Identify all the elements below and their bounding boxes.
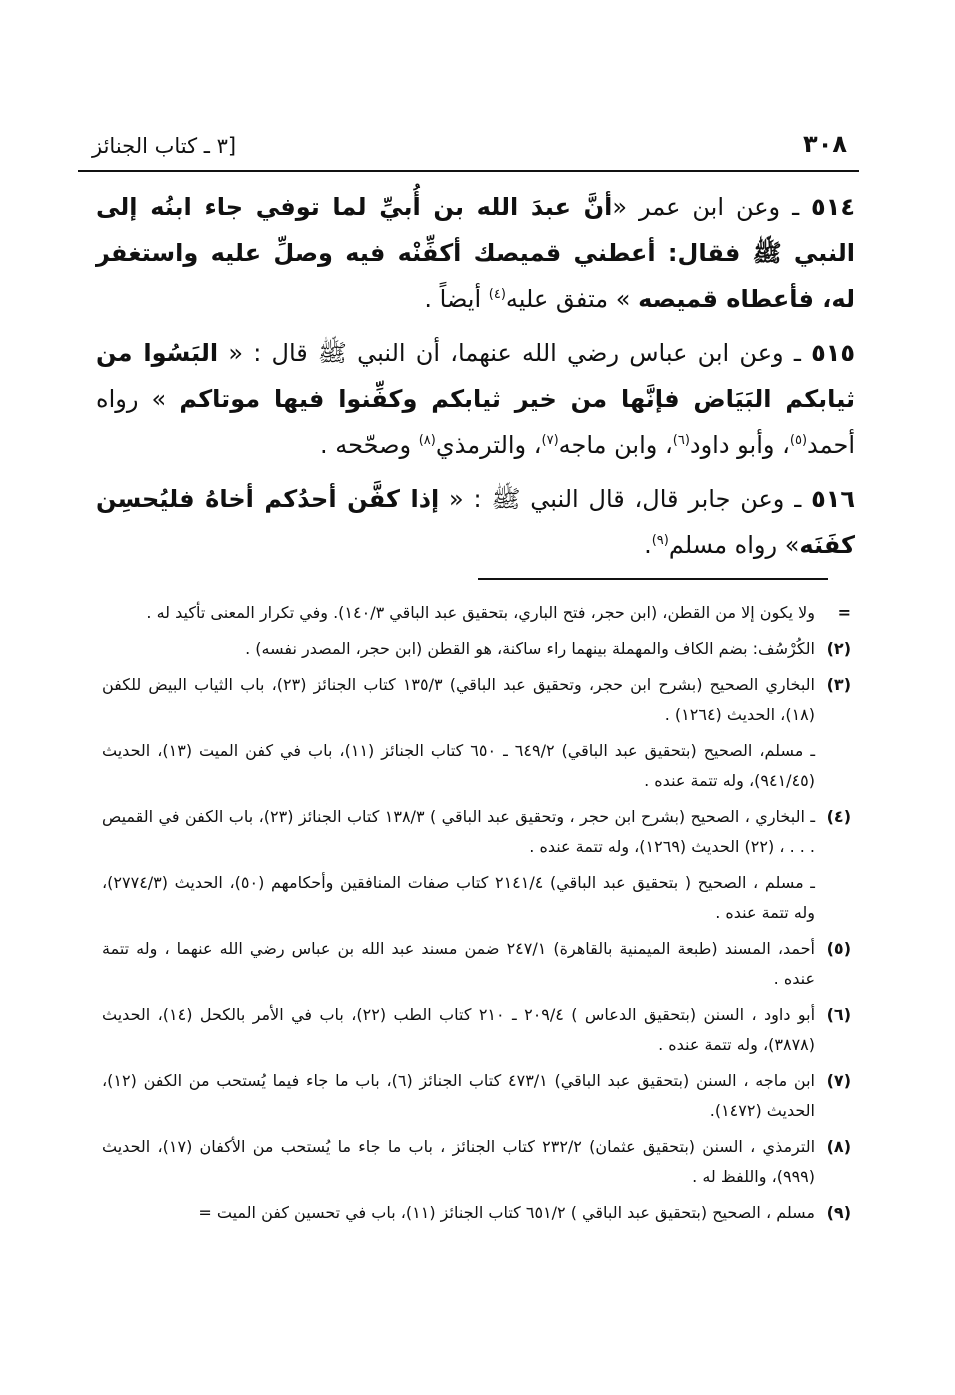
hadith-516 [96, 476, 855, 568]
footnote-body [102, 670, 815, 796]
footnote-text: أحمد، المسند (طبعة الميمنية بالقاهرة) ٢٤٧/١ ضمن مسند عبد الله بن عباس رضي الله عنهما ، وله تتمة عنده . [102, 939, 815, 988]
footnote-text: مسلم ، الصحيح (بتحقيق عبد الباقي ) ٦٥١/٢ كتاب الجنائز (١١)، باب في تحسين كفن الميت = [198, 1203, 815, 1222]
footnote-body [102, 802, 815, 928]
hadith-514 [96, 184, 855, 322]
footnote-mark: (٣) [826, 675, 851, 694]
header-divider [78, 170, 859, 172]
footnote-ref: (٨) [418, 433, 436, 448]
footnote-text: أبو داود ، السنن (بتحقيق الدعاس ) ٢٠٩/٤ ـ ٢١٠ كتاب الطب (٢٢)، باب في الأمر بالكحل (١٤)، الحديث (٣٨٧٨)، وله تتمة عنده . [102, 1005, 816, 1054]
footnote-ref: (٦) [672, 433, 690, 448]
footnote-text: البخاري الصحيح (بشرح ابن حجر، وتحقيق عبد الباقي) ١٣٥/٣ كتاب الجنائز (٢٣)، باب الثياب البيض للكفن (١٨)، الحديث (١٢٦٤) . [102, 675, 815, 724]
footnote-mark: (٢) [826, 639, 851, 658]
footnote-9 [102, 1198, 851, 1228]
footnote-text: ولا يكون إلا من القطن، (ابن حجر، فتح الباري، بتحقيق عبد الباقي ١٤٠/٣). وفي تكرار المعنى تأكيد له . [146, 603, 815, 622]
footnote-mark: (٩) [826, 1203, 851, 1222]
page-header [92, 118, 847, 158]
footnote-ref: (٤) [488, 287, 506, 302]
footnote-ref: (٩) [651, 533, 669, 548]
footnote-text: ـ البخاري ، الصحيح (بشرح ابن حجر ، وتحقيق عبد الباقي ) ١٣٨/٣ كتاب الجنائز (٢٣)، باب الكفن في القميص . . . ، (٢٢) الحديث (١٢٦٩)، وله تتمة عنده . [102, 807, 816, 856]
footnote-6 [102, 1000, 851, 1060]
footnote-ref: (٧) [541, 433, 559, 448]
hadith-number: ٥١٤ [811, 193, 855, 221]
footnote-7 [102, 1066, 851, 1126]
hadith-matn: أنَّ عبدَ الله بن أُبيِّ لما توفي جاء ابنُه إلى النبي ﷺ فقال: أعطني قميصك أكفِّنْه فيه وصلِّ عليه واستغفر له، فأعطاه قميصه [96, 193, 855, 313]
hadith-source: ، والترمذي [435, 431, 542, 459]
running-title: [٣ ـ كتاب الجنائز [92, 134, 237, 158]
footnote-text: الترمذي ، السنن (بتحقيق عثمان) ٢٣٢/٢ كتاب الجنائز ، باب ما جاء ما يُستحب من الأكفان (١٧)، الحديث (٩٩٩)، واللفظ له . [102, 1137, 816, 1186]
hadith-intro: ـ وعن جابر قال، قال النبي ﷺ : « [439, 485, 812, 513]
footnote-mark: (٥) [826, 939, 851, 958]
hadith-number: ٥١٦ [811, 485, 856, 513]
footnote-subentry: ـ مسلم، الصحيح (بتحقيق عبد الباقي) ٦٤٩/٢ ـ ٦٥٠ كتاب الجنائز (١١)، باب في كفن الميت (١٣)، الحديث (٩٤١/٤٥)، وله تتمة عنده . [102, 741, 816, 790]
hadith-tail: وصحّحه . [319, 431, 419, 459]
page-number: ٣٠٨ [803, 130, 847, 158]
footnote-ref: (٥) [789, 433, 808, 448]
footnote-text: الكُرْسُف: بضم الكاف والمهملة بينهما راء ساكنة، هو القطن (ابن حجر، المصدر نفسه) . [245, 639, 815, 658]
hadith-matn: إذا كفَّن أحدُكم أخاهُ فليُحسِن كفَنَه [96, 485, 855, 559]
hadith-tail: . [644, 531, 652, 559]
hadith-tail: أيضاً . [424, 285, 489, 313]
footnote-3 [102, 670, 851, 796]
main-text [96, 184, 855, 576]
footnote-mark: = [837, 603, 851, 622]
hadith-intro: ـ وعن ابن عباس رضي الله عنهما، أن النبي ﷺ قال : « [218, 339, 812, 367]
hadith-intro: ـ وعن ابن عمر « [612, 193, 812, 221]
footnote-5 [102, 934, 851, 994]
footnote-4 [102, 802, 851, 928]
hadith-number: ٥١٥ [811, 339, 856, 367]
footnote-continuation [102, 598, 851, 628]
footnote-divider [478, 578, 828, 580]
footnote-2 [102, 634, 851, 664]
hadith-source: ، وأبو داود [689, 431, 790, 459]
footnote-8 [102, 1132, 851, 1192]
footnote-mark: (٨) [826, 1137, 851, 1156]
hadith-515 [96, 330, 855, 468]
footnote-text: ابن ماجه ، السنن (بتحقيق عبد الباقي) ٤٧٣/١ كتاب الجنائز (٦)، باب ما جاء فيما يُستحب من الكفن (١٢)، الحديث (١٤٧٢). [102, 1071, 816, 1120]
footnote-mark: (٤) [826, 807, 851, 826]
footnote-mark: (٦) [826, 1005, 851, 1024]
hadith-source: ، وابن ماجه [558, 431, 673, 459]
hadith-source: » رواه أحمد [96, 385, 855, 459]
footnote-subentry: ـ مسلم ، الصحيح ( بتحقيق عبد الباقي) ٢١٤١/٤ كتاب صفات المنافقين وأحكامهم (٥٠)، الحديث (٢٧٧٤/٣)، وله تتمة عنده . [102, 873, 815, 922]
footnote-mark: (٧) [826, 1071, 851, 1090]
footnotes [102, 598, 851, 1234]
hadith-matn: البَسُوا من ثيابكم البَيَاض فإنَّها من خير ثيابكم وكفِّنوا فيها موتاكم [96, 339, 855, 413]
hadith-source: » متفق عليه [505, 285, 639, 313]
hadith-source: » رواه مسلم [668, 531, 800, 559]
